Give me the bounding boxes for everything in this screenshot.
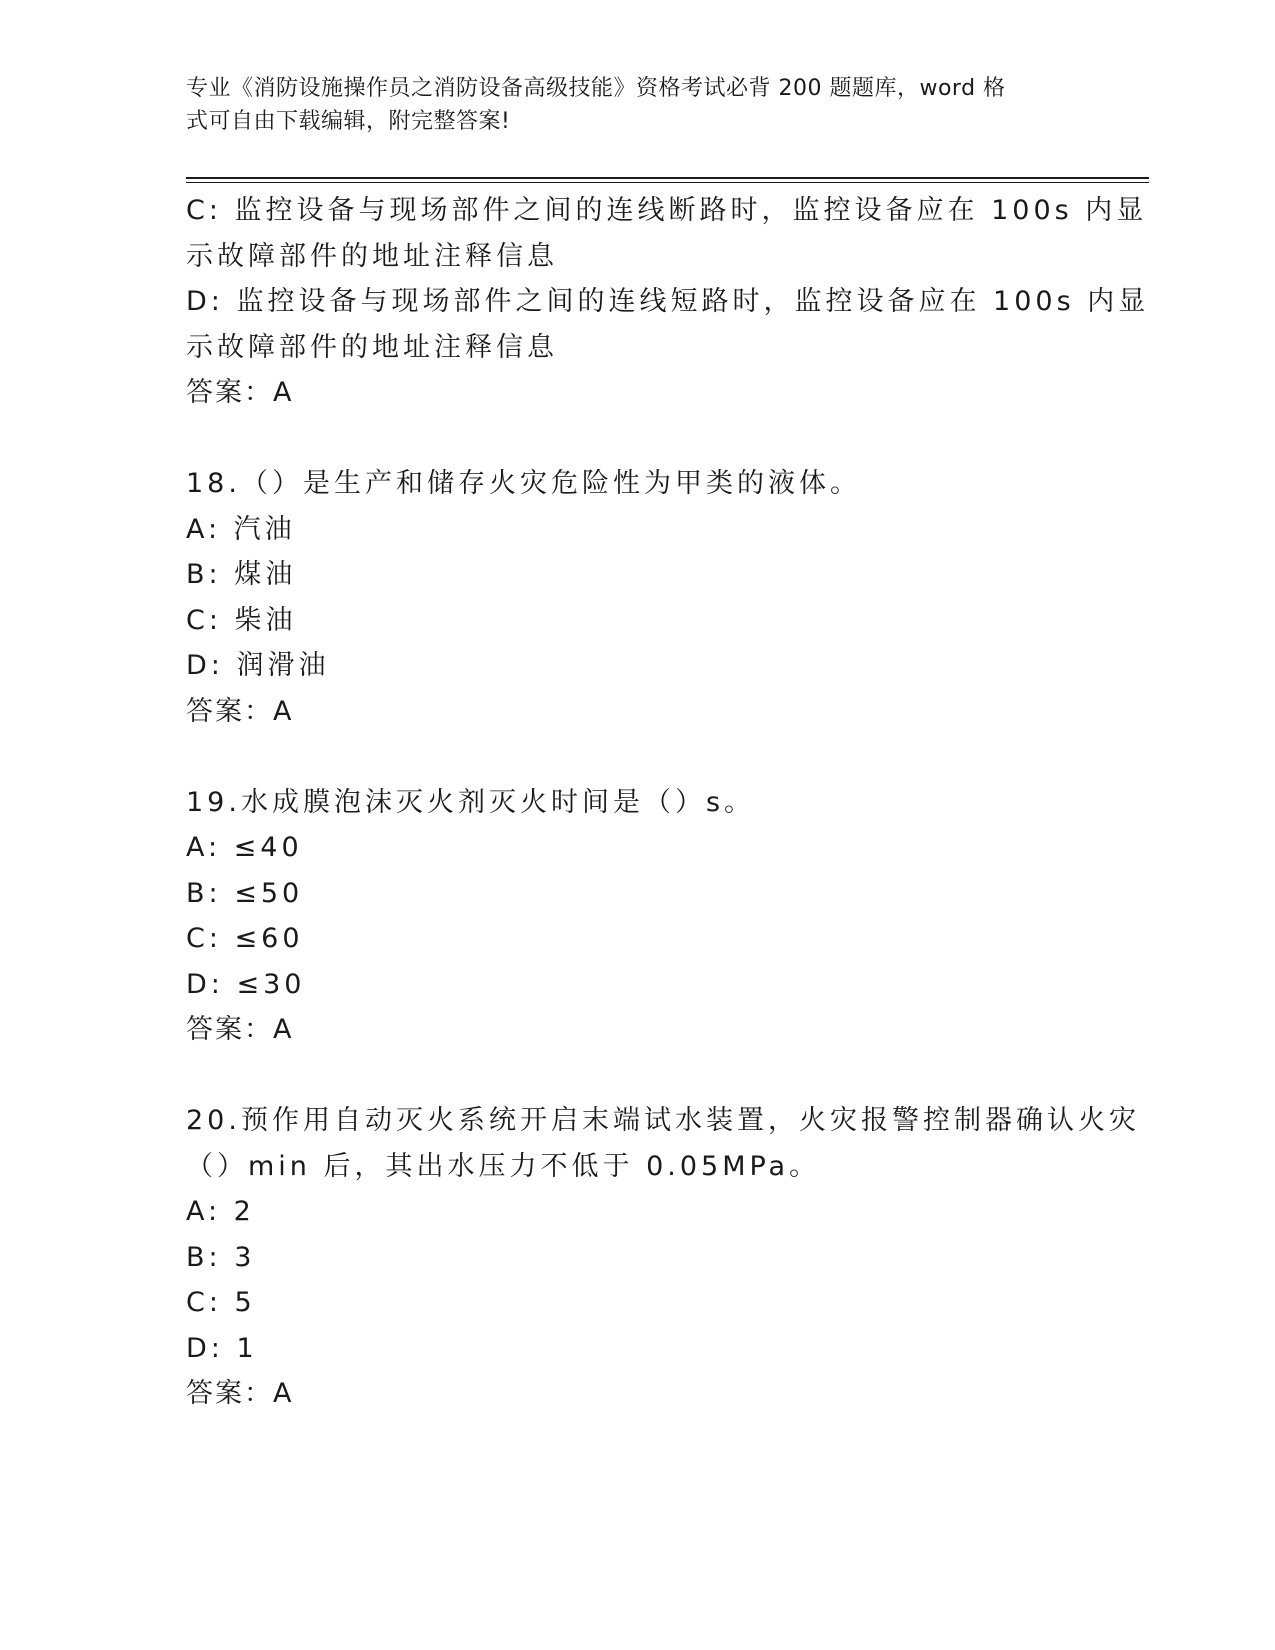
- option-c-line-2: 示故障部件的地址注释信息: [186, 240, 558, 272]
- option-c-line-1: C: 监控设备与现场部件之间的连线断路时，监控设备应在 100s 内显: [186, 195, 1148, 226]
- option-a: A: 2: [186, 1196, 255, 1227]
- option-b: B: ≤50: [186, 877, 304, 909]
- option-c: C: ≤60: [186, 923, 304, 954]
- question-17: [186, 188, 1150, 416]
- spacer: [186, 416, 1086, 462]
- question-text-line-1: 20.预作用自动灭火系统开启末端试水装置，火灾报警控制器确认火灾: [186, 1105, 1140, 1136]
- answer: 答案：A: [186, 695, 294, 727]
- question-text-line-2: （）min 后，其出水压力不低于 0.05MPa。: [186, 1150, 821, 1182]
- header-line-1: 专业《消防设施操作员之消防设备高级技能》资格考试必背 200 题题库，word 格: [186, 76, 1006, 101]
- option-b: B: 3: [186, 1241, 256, 1273]
- spacer: [186, 734, 1086, 780]
- question-text: 18.（）是生产和储存火灾危险性为甲类的液体。: [186, 468, 861, 499]
- answer: 答案：A: [186, 377, 294, 408]
- option-c: C: 柴油: [186, 604, 297, 636]
- spacer: [186, 1053, 1086, 1099]
- header-rule-thick: [186, 177, 1149, 179]
- question-19: [186, 780, 1086, 1053]
- option-d: D: ≤30: [186, 968, 306, 1000]
- question-18: [186, 461, 1086, 734]
- answer: 答案：A: [186, 1014, 294, 1045]
- option-b: B: 煤油: [186, 559, 297, 590]
- question-list: [186, 188, 1150, 1417]
- option-a: A: 汽油: [186, 513, 296, 545]
- option-d-line-1: D: 监控设备与现场部件之间的连线短路时，监控设备应在 100s 内显: [186, 286, 1150, 317]
- header-rule-thin: [186, 182, 1149, 183]
- option-d-line-2: 示故障部件的地址注释信息: [186, 331, 558, 363]
- option-d: D: 润滑油: [186, 650, 330, 681]
- question-text: 19.水成膜泡沫灭火剂灭火时间是（）s。: [186, 786, 756, 818]
- document-header: [186, 72, 1086, 138]
- option-c: C: 5: [186, 1287, 256, 1318]
- answer: 答案：A: [186, 1378, 294, 1409]
- option-a: A: ≤40: [186, 832, 303, 863]
- header-line-2: 式可自由下载编辑，附完整答案!: [186, 109, 511, 134]
- question-20: [186, 1098, 1140, 1417]
- option-d: D: 1: [186, 1332, 258, 1364]
